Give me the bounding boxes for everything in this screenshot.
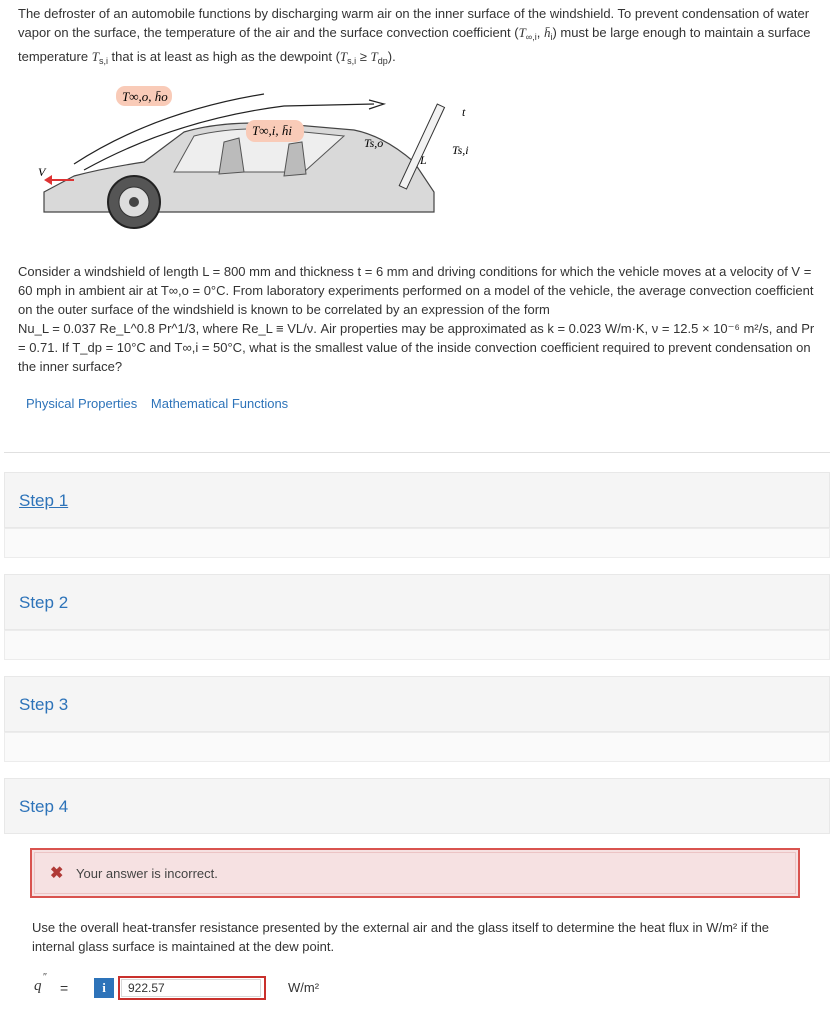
step-4-title: Step 4 bbox=[19, 797, 69, 816]
physical-properties-link[interactable]: Physical Properties bbox=[26, 396, 138, 411]
step-1-body bbox=[4, 528, 830, 558]
step-2-title: Step 2 bbox=[19, 593, 69, 612]
problem-card bbox=[4, 0, 830, 453]
windshield-figure bbox=[34, 72, 494, 252]
mathematical-functions-link[interactable]: Mathematical Functions bbox=[150, 396, 289, 411]
hint-text: Use the overall heat-transfer resistance presented by the external air and the glass itself to determine the heat flux in W/m² if the internal glass surface is maintained at the dew point. bbox=[32, 920, 770, 954]
close-x-icon: ✖ bbox=[50, 865, 64, 882]
step-3-header[interactable] bbox=[4, 676, 830, 732]
label-inner-air: T∞,i, h̄i bbox=[252, 123, 292, 138]
step-2-body bbox=[4, 630, 830, 660]
resource-links bbox=[26, 396, 298, 411]
step-2-header[interactable] bbox=[4, 574, 830, 630]
problem-intro: The defroster of an automobile functions by discharging warm air on the inner surface of the windshield. To prevent condensation of water vapor on the surface, the temperature of the air and the surface convection coefficient ($T_{\infty,i}$, $h̄_i$) must be large enough to maintain a surface temperature $T_{s,i}$ that is at least as high as the dewpoint $(T_{s,i} \ge T_{dp})$. bbox=[18, 6, 811, 66]
label-outer-air: T∞,o, h̄o bbox=[122, 89, 168, 104]
step-4-header[interactable] bbox=[4, 778, 830, 834]
label-t: t bbox=[462, 105, 466, 119]
step-1-title[interactable]: Step 1 bbox=[19, 491, 69, 510]
error-message: Your answer is incorrect. bbox=[76, 866, 218, 881]
label-tso: Ts,o bbox=[364, 136, 384, 150]
answer-input[interactable] bbox=[121, 979, 261, 997]
answer-input-wrapper bbox=[118, 976, 266, 1000]
problem-conditions: Consider a windshield of length L = 800 mm and thickness t = 6 mm and driving conditions for which the vehicle moves at a velocity of V = 60 mph in ambient air at T∞,o = 0°C. From laboratory experiments performed on a model of the vehicle, the average convection coefficient on the outer surface of the windshield is known to be correlated by an expression of the form Nu_L = 0.037 Re_L^0.8 Pr^1/3, where Re_L ≡ VL/ν. Air properties may be approximated as k = 0.023 W/m·K, ν = 12.5 × 10⁻⁶ m²/s, and Pr = 0.71. If T_dp = 10°C and T∞,i = 50°C, what is the smallest value of the inside convection coefficient required to prevent condensation on the inner surface? bbox=[18, 264, 815, 374]
heat-flux-symbol: q ″ bbox=[34, 972, 48, 994]
step-3-body bbox=[4, 732, 830, 762]
error-alert bbox=[30, 848, 800, 898]
step-1-header[interactable] bbox=[4, 472, 830, 528]
unit-label: W/m² bbox=[288, 980, 320, 995]
label-V: V bbox=[38, 165, 46, 179]
answer-row bbox=[34, 972, 434, 1002]
step-3-title: Step 3 bbox=[19, 695, 69, 714]
equals-sign: = bbox=[60, 980, 69, 996]
label-L: L bbox=[420, 153, 427, 167]
label-tsi: Ts,i bbox=[452, 143, 469, 157]
info-icon[interactable]: i bbox=[94, 978, 114, 998]
